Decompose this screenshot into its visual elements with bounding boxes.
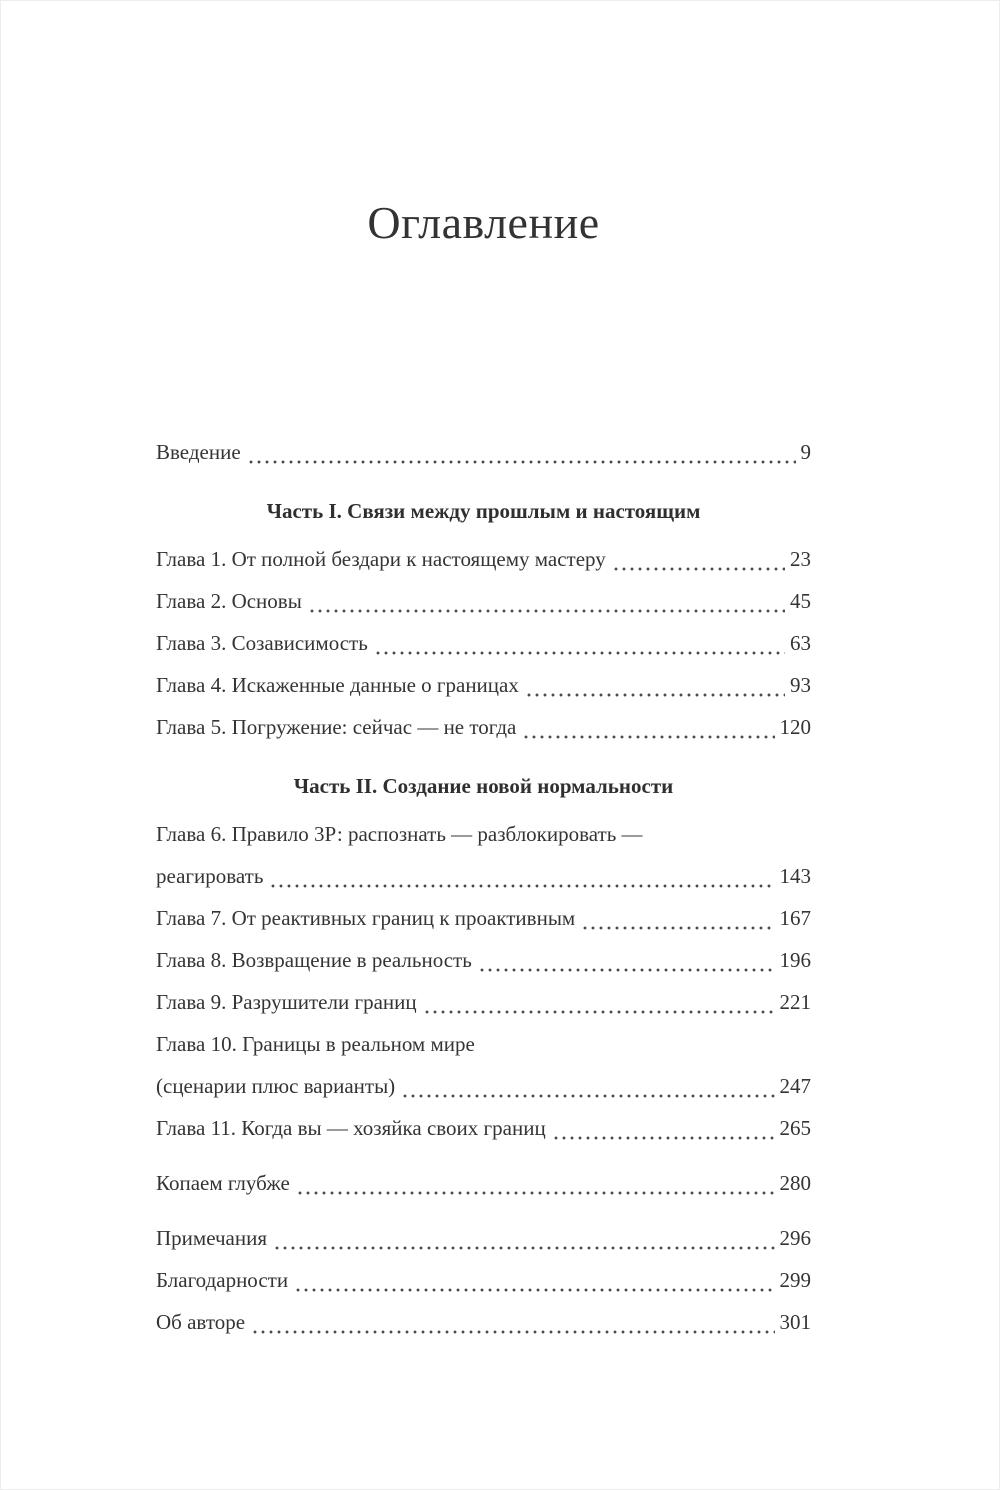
toc-entry-row bbox=[156, 897, 811, 939]
toc-entry bbox=[156, 1107, 811, 1149]
toc-entry-label: (сценарии плюс варианты) bbox=[156, 1074, 396, 1098]
dot-leader bbox=[522, 706, 774, 739]
toc-entry-label: Глава 5. Погружение: сейчас — не тогда bbox=[156, 715, 517, 739]
toc-entry-label: Глава 10. Границы в реальном мире bbox=[156, 1032, 475, 1056]
dot-leader bbox=[247, 431, 796, 464]
toc-entry-label: Благодарности bbox=[156, 1268, 289, 1292]
toc-page-number: 23 bbox=[790, 547, 811, 571]
dot-leader bbox=[478, 939, 775, 972]
toc-entry bbox=[156, 897, 811, 939]
toc-entry bbox=[156, 1259, 811, 1301]
toc-entry-label: Глава 4. Искаженные данные о границах bbox=[156, 673, 519, 697]
dot-leader bbox=[294, 1259, 774, 1292]
toc-entry-label: Об авторе bbox=[156, 1310, 246, 1334]
toc-entry-row bbox=[156, 1259, 811, 1301]
toc-entry-row bbox=[156, 538, 811, 580]
toc-entry-row bbox=[156, 1217, 811, 1259]
toc-list bbox=[156, 431, 811, 1343]
toc-page-number: 247 bbox=[779, 1074, 811, 1098]
toc-entry-label: Глава 11. Когда вы — хозяйка своих границ bbox=[156, 1116, 546, 1140]
dot-leader bbox=[308, 580, 785, 613]
page-title: Оглавление bbox=[367, 197, 600, 248]
dot-leader bbox=[296, 1162, 775, 1195]
dot-leader bbox=[269, 855, 774, 888]
toc-entry-row bbox=[156, 813, 811, 855]
toc-entry-label: Глава 3. Созависимость bbox=[156, 631, 368, 655]
toc-entry-row bbox=[156, 1301, 811, 1343]
toc-entry-row bbox=[156, 580, 811, 622]
toc-entry-label: Глава 7. От реактивных границ к проактивным bbox=[156, 906, 576, 930]
dot-leader bbox=[552, 1107, 775, 1140]
dot-leader bbox=[251, 1301, 774, 1334]
toc-page-number: 280 bbox=[779, 1171, 811, 1195]
toc-entry bbox=[156, 1162, 811, 1204]
toc-page-number: 196 bbox=[779, 948, 811, 972]
toc-entry-row bbox=[156, 706, 811, 748]
toc-page-number: 45 bbox=[790, 589, 811, 613]
toc-entry-row bbox=[156, 1107, 811, 1149]
toc-entry bbox=[156, 813, 811, 897]
toc-entry-label: реагировать bbox=[156, 864, 264, 888]
toc-entry bbox=[156, 981, 811, 1023]
dot-leader bbox=[423, 981, 775, 1014]
toc-page-number: 120 bbox=[779, 715, 811, 739]
toc-page-number: 167 bbox=[779, 906, 811, 930]
toc-entry bbox=[156, 538, 811, 580]
toc-entry-row bbox=[156, 622, 811, 664]
toc-page-number: 299 bbox=[779, 1268, 811, 1292]
toc-entry-label: Глава 6. Правило 3Р: распознать — разблокировать — bbox=[156, 822, 643, 846]
toc-entry-label: Глава 2. Основы bbox=[156, 589, 302, 613]
toc-entry bbox=[156, 706, 811, 748]
toc-section-heading: Часть I. Связи между прошлым и настоящим bbox=[266, 499, 701, 523]
toc-page-number: 143 bbox=[779, 864, 811, 888]
toc-entry-row bbox=[156, 1065, 811, 1107]
toc-entry-row bbox=[156, 431, 811, 473]
dot-leader bbox=[525, 664, 785, 697]
toc-entry-label: Копаем глубже bbox=[156, 1171, 290, 1195]
toc-entry bbox=[156, 431, 811, 473]
toc-entry-label: Глава 9. Разрушители границ bbox=[156, 990, 417, 1014]
toc-entry-row bbox=[156, 664, 811, 706]
toc-entry-row bbox=[156, 1023, 811, 1065]
toc-entry bbox=[156, 1301, 811, 1343]
toc-page-number: 9 bbox=[800, 440, 811, 464]
toc-entry-row bbox=[156, 1162, 811, 1204]
dot-leader bbox=[401, 1065, 774, 1098]
toc-entry bbox=[156, 622, 811, 664]
toc-section-heading: Часть II. Создание новой нормальности bbox=[293, 774, 674, 798]
toc-page-number: 265 bbox=[779, 1116, 811, 1140]
dot-leader bbox=[273, 1217, 774, 1250]
toc-entry bbox=[156, 939, 811, 981]
toc-entry bbox=[156, 580, 811, 622]
toc-entry-label: Глава 1. От полной бездари к настоящему мастеру bbox=[156, 547, 606, 571]
toc-page-number: 221 bbox=[779, 990, 811, 1014]
toc-entry bbox=[156, 1023, 811, 1107]
dot-leader bbox=[612, 538, 785, 571]
dot-leader bbox=[581, 897, 774, 930]
toc-page-number: 296 bbox=[779, 1226, 811, 1250]
toc-entry-label: Введение bbox=[156, 440, 241, 464]
toc-entry-row bbox=[156, 981, 811, 1023]
toc-page-number: 63 bbox=[790, 631, 811, 655]
dot-leader bbox=[374, 622, 785, 655]
toc-page-number: 93 bbox=[790, 673, 811, 697]
toc-entry-label: Примечания bbox=[156, 1226, 268, 1250]
toc-entry bbox=[156, 1217, 811, 1259]
toc-page-number: 301 bbox=[779, 1310, 811, 1334]
toc-entry-row bbox=[156, 939, 811, 981]
toc-entry-row bbox=[156, 855, 811, 897]
toc-entry bbox=[156, 664, 811, 706]
toc-entry-label: Глава 8. Возвращение в реальность bbox=[156, 948, 472, 972]
